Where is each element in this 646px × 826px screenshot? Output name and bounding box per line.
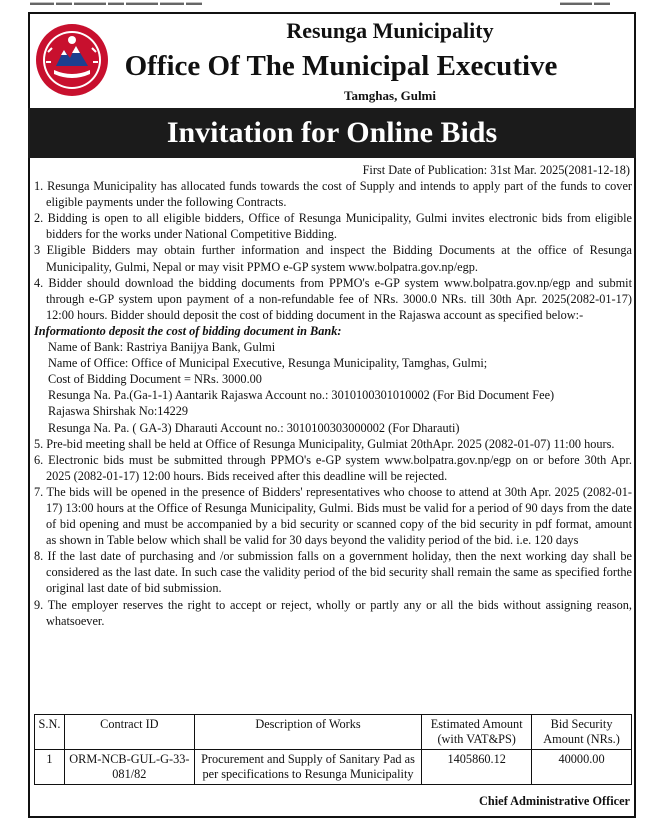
publication-date: First Date of Publication: 31st Mar. 2025(2081-12-18): [362, 163, 630, 177]
bank-info-heading: Informationto deposit the cost of bidding document in Bank:: [34, 323, 342, 338]
clause-6: 6. Electronic bids must be submitted through PPMO's e-GP system www.bolpatra.gov.np/egp on or before 30th Apr. 2025 (2082-01-17) 12:00 hours. Bids received after this deadline will be rejected.: [34, 452, 632, 483]
rajaswa-shirshak: Rajaswa Shirshak No:14229: [48, 404, 189, 419]
office-location: Tamghas, Gulmi: [344, 88, 436, 103]
org-name: Resunga Municipality: [286, 18, 494, 43]
col-sn: S.N.: [35, 715, 65, 750]
clause-9: 9. The employer reserves the right to accept or reject, wholly or partly any or all the bids without assigning reason, whatsoever.: [34, 597, 632, 628]
municipality-emblem-icon: [34, 22, 110, 98]
bid-table: [34, 714, 632, 785]
col-estimated-amount: Estimated Amount (with VAT&PS): [422, 715, 532, 750]
clause-7: 7. The bids will be opened in the presence of Bidders' representatives who choose to attend at 30th Apr. 2025 (2082-01-17) 13:00 hours at the Office of Resunga Municipality, Gulmi. Bids must be valid for a period of 90 days from the date of bid opening and must be accompanied by a bid security or scanned copy of the bid security in pdf format, amount as shown in Table below which shall be valid for 30 days beyond the validity period of the bid. i.e. 120 days: [34, 484, 632, 548]
col-contract-id: Contract ID: [64, 715, 194, 750]
cell-sn: 1: [35, 750, 65, 785]
notice-body: [34, 162, 632, 629]
signatory: Chief Administrative Officer: [479, 794, 630, 808]
col-description: Description of Works: [194, 715, 422, 750]
cell-description: Procurement and Supply of Sanitary Pad as per specifications to Resunga Municipality: [194, 750, 422, 785]
cell-estimated-amount: 1405860.12: [422, 750, 532, 785]
cell-bid-security: 40000.00: [532, 750, 632, 785]
clause-3: 3 Eligible Bidders may obtain further information and inspect the Bidding Documents at the office of Resunga Municipality, Gulmi, Nepal or may visit PPMO e-GP system www.bolpatra.gov.np/egp.: [34, 243, 632, 274]
dharauti-account: Resunga Na. Pa. ( GA-3) Dharauti Account no.: 3010100303000002 (For Dharauti): [48, 420, 460, 435]
clause-4: 4. Bidder should download the bidding documents from PPMO's e-GP system www.bolpatra.gov.np/egp and submit through e-GP system upon payment of a non-refundable fee of NRs. 3000.0 NRs. till 30th Apr. 2025(2082-01-17) 12:00 hours. Bidder should deposit the cost of bidding document in the Rajaswa account as specified below:-: [34, 275, 632, 322]
table-row: [35, 750, 632, 785]
clause-8: 8. If the last date of purchasing and /or submission falls on a government holiday, then the next working day shall be considered as the last date. In such case the validity period of the bid security shall remain the same as specified forthe original last date of bid submission.: [34, 549, 632, 596]
bank-name: Name of Bank: Rastriya Banijya Bank, Gulmi: [48, 340, 276, 355]
office-name-line: Name of Office: Office of Municipal Executive, Resunga Municipality, Tamghas, Gulmi;: [48, 356, 488, 371]
clause-1: 1. Resunga Municipality has allocated funds towards the cost of Supply and intends to apply part of the funds to cover eligible payments under the following Contracts.: [34, 179, 632, 210]
clause-5: 5. Pre-bid meeting shall be held at Office of Resunga Municipality, Gulmiat 20thApr. 2025 (2082-01-07) 11:00 hours.: [34, 436, 615, 451]
document-cost: Cost of Bidding Document = NRs. 3000.00: [48, 372, 262, 387]
cropped-newspaper-header: ▬▬▬ ▬▬ ▬▬▬▬ ▬▬ ▬▬▬▬ ▬▬▬ ▬▬ ▬▬▬▬ ▬▬: [30, 0, 610, 7]
title-bar: [28, 108, 636, 158]
fee-account: Resunga Na. Pa.(Ga-1-1) Aantarik Rajaswa Account no.: 3010100301010002 (For Bid Document Fee): [48, 388, 555, 403]
office-name: Office Of The Municipal Executive: [124, 50, 558, 82]
notice-title: Invitation for Online Bids: [166, 116, 498, 149]
col-bid-security: Bid Security Amount (NRs.): [532, 715, 632, 750]
table-header-row: [35, 715, 632, 750]
clause-2: 2. Bidding is open to all eligible bidders, Office of Resunga Municipality, Gulmi invites electronic bids from eligible bidders for the works under National Competitive Bidding.: [34, 211, 632, 242]
cell-contract-id: ORM-NCB-GUL-G-33-081/82: [64, 750, 194, 785]
